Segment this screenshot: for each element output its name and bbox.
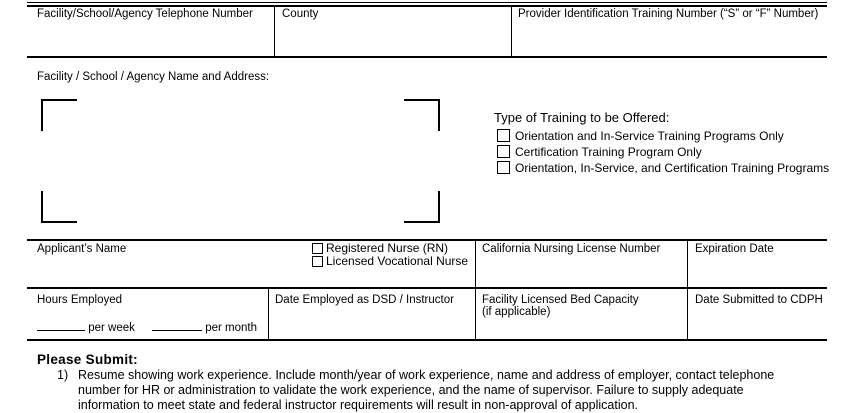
license-number-field[interactable] — [479, 258, 683, 284]
bed-capacity-label: Facility Licensed Bed Capacity — [482, 294, 639, 306]
bed-capacity-field[interactable] — [479, 320, 683, 338]
hours-employed-label: Hours Employed — [37, 294, 123, 306]
date-submitted-field[interactable] — [691, 308, 824, 338]
county-field[interactable] — [278, 22, 508, 54]
per-week-field[interactable] — [37, 319, 85, 331]
submit-item-line: information to meet state and federal instructor requirements will result in non-approval of application. — [78, 398, 639, 412]
lvn-checkbox[interactable] — [312, 256, 323, 267]
top-border-thick — [27, 5, 827, 7]
expiration-date-label: Expiration Date — [695, 243, 774, 255]
license-number-label: California Nursing License Number — [482, 243, 661, 255]
training-option-checkbox-1[interactable] — [497, 129, 510, 142]
hours-per-week — [37, 319, 135, 334]
bracket-top-left — [41, 99, 77, 131]
provider-id-field[interactable] — [516, 22, 824, 54]
facility-name-label: Facility / School / Agency Name and Address: — [37, 71, 270, 83]
date-submitted-label: Date Submitted to CDPH — [695, 294, 823, 306]
training-option-label-3: Orientation, In-Service, and Certification Training Programs — [515, 161, 830, 175]
submit-item-line: Resume showing work experience. Include month/year of work experience, name and address of employer, contact telephone — [78, 368, 775, 382]
divider — [687, 240, 688, 288]
submit-item-number: 1) — [57, 368, 69, 382]
provider-id-label: Provider Identification Training Number (“S” or “F” Number) — [518, 8, 819, 20]
row-border — [27, 287, 827, 289]
bracket-top-right — [404, 99, 440, 131]
per-week-label: per week — [88, 322, 135, 334]
divider — [687, 288, 688, 340]
rn-checkbox[interactable] — [312, 243, 323, 254]
submit-item-line: number for HR or administration to validate the work experience, and the name of supervisor. Failure to supply adequate — [78, 383, 744, 397]
please-submit-title: Please Submit: — [37, 352, 138, 367]
county-label: County — [282, 8, 319, 20]
training-heading: Type of Training to be Offered: — [494, 110, 670, 125]
row-border — [27, 339, 827, 341]
training-option-label-2: Certification Training Program Only — [515, 145, 702, 159]
applicant-name-field[interactable] — [30, 258, 300, 284]
divider — [511, 7, 512, 57]
applicant-name-label: Applicant’s Name — [37, 243, 127, 255]
per-month-label: per month — [205, 322, 257, 334]
expiration-date-field[interactable] — [691, 258, 824, 284]
training-option-label-1: Orientation and In-Service Training Programs Only — [515, 129, 784, 143]
date-employed-label: Date Employed as DSD / Instructor — [275, 294, 454, 306]
lvn-label: Licensed Vocational Nurse — [326, 254, 469, 268]
bed-capacity-note: (if applicable) — [482, 306, 551, 318]
divider — [268, 288, 269, 340]
per-month-field[interactable] — [152, 319, 202, 331]
training-option-checkbox-2[interactable] — [497, 145, 510, 158]
top-border — [27, 2, 827, 3]
training-option-checkbox-3[interactable] — [497, 161, 510, 174]
divider — [475, 288, 476, 340]
divider — [274, 7, 275, 57]
facility-name-address-field[interactable] — [44, 100, 436, 220]
bracket-bottom-right — [404, 191, 440, 223]
telephone-field[interactable] — [30, 22, 270, 54]
date-employed-field[interactable] — [272, 308, 472, 338]
telephone-label: Facility/School/Agency Telephone Number — [37, 8, 253, 20]
bracket-bottom-left — [41, 191, 77, 223]
rn-label: Registered Nurse (RN) — [326, 241, 449, 255]
divider — [475, 240, 476, 288]
row-border — [27, 56, 827, 58]
hours-per-month — [152, 319, 257, 334]
